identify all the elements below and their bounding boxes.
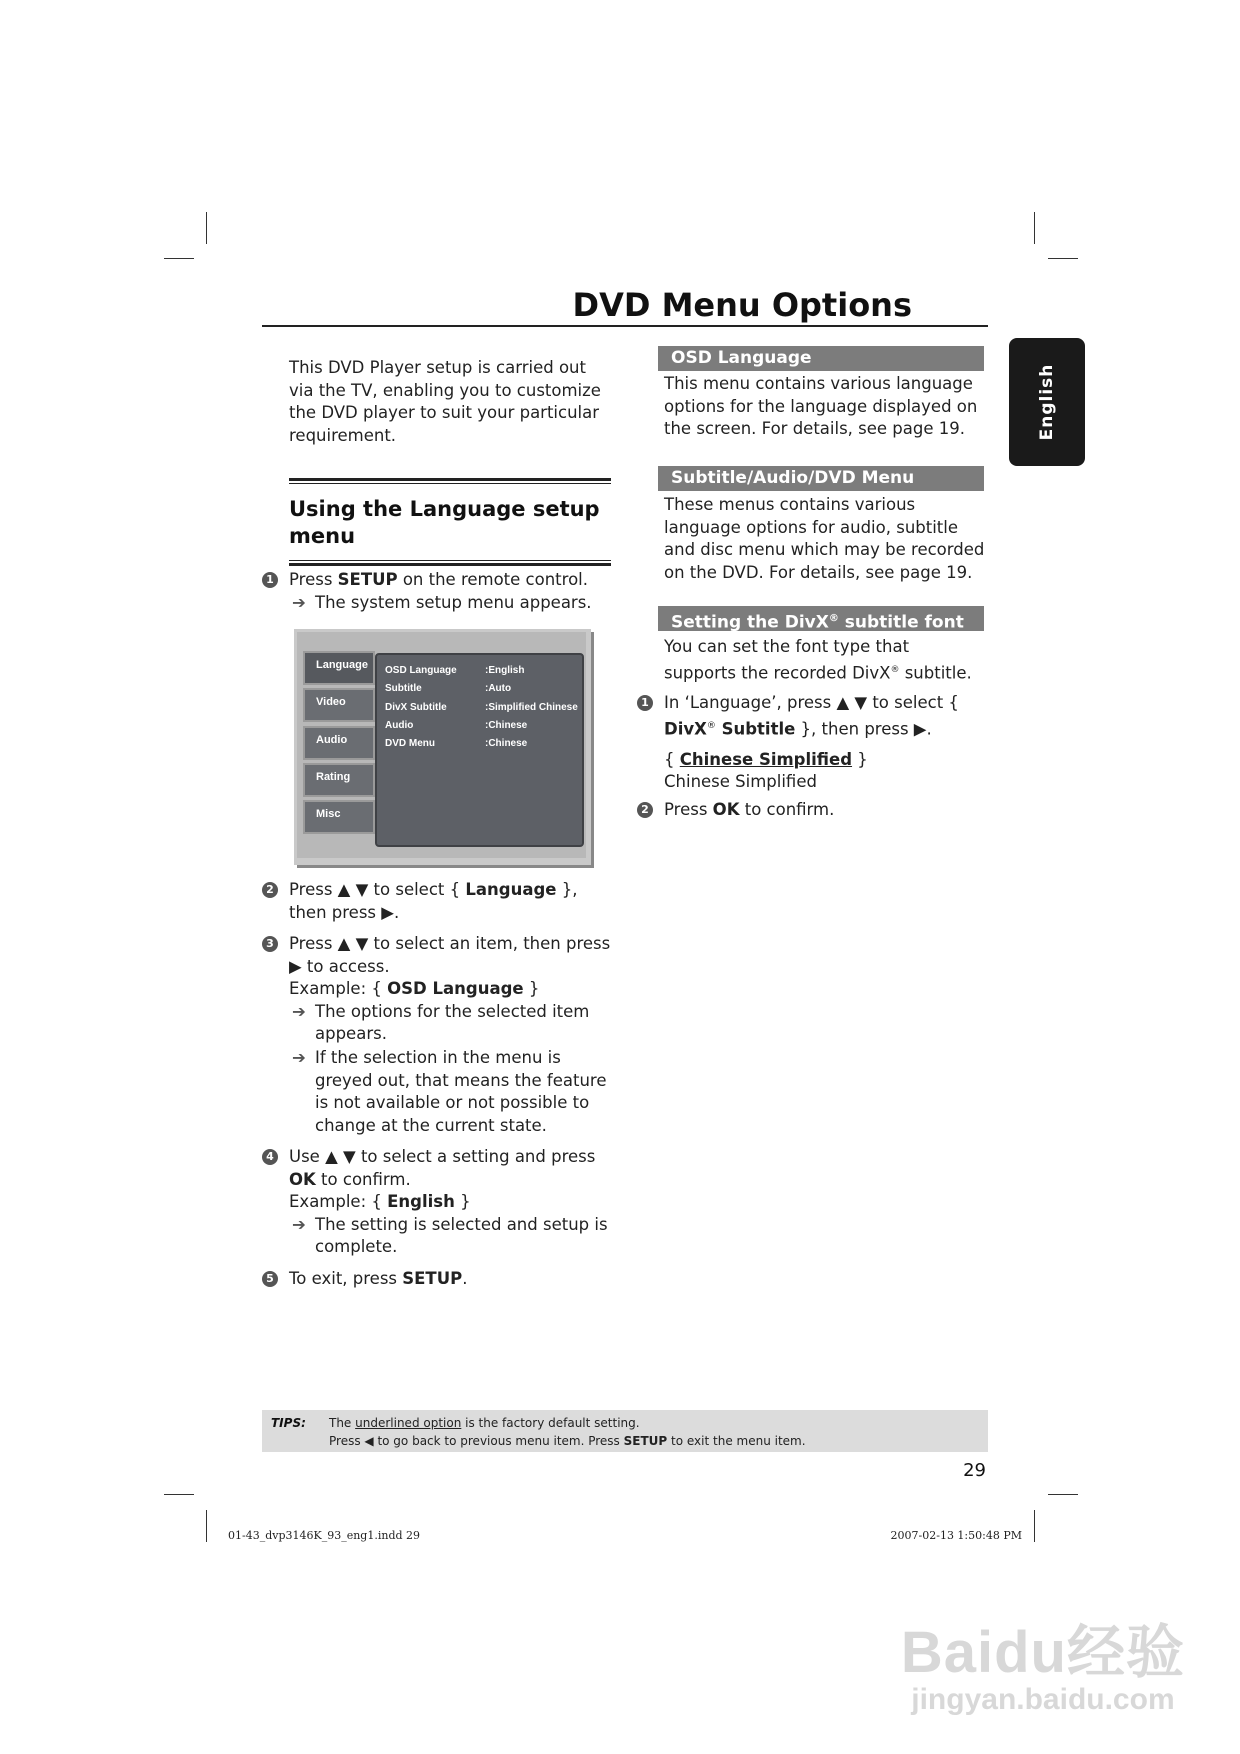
menu-tab-misc: Misc bbox=[303, 800, 375, 834]
footer-timestamp: 2007-02-13 1:50:48 PM bbox=[890, 1529, 1022, 1542]
language-tab-label: English bbox=[1037, 363, 1057, 441]
arrow-icon: ➔ bbox=[292, 592, 306, 612]
arrow-icon: ➔ bbox=[292, 1047, 306, 1067]
heading-rule-top bbox=[289, 478, 611, 481]
result-line: ➔ The options for the selected item appears. bbox=[292, 1001, 590, 1044]
step-text: Press ▲ ▼ to select an item, then press ▶ to access. bbox=[289, 934, 611, 976]
step-text: Press ▲ ▼ to select { Language }, then press ▶. bbox=[289, 880, 578, 922]
baidu-watermark bbox=[901, 1605, 1185, 1717]
divx-step-1 bbox=[637, 692, 992, 794]
language-side-tab bbox=[1009, 338, 1085, 466]
crop-mark bbox=[206, 212, 207, 244]
step-text: Press SETUP on the remote control. bbox=[289, 570, 588, 589]
crop-mark bbox=[1048, 1494, 1078, 1495]
divx-step-2 bbox=[637, 799, 992, 822]
footer-filename: 01-43_dvp3146K_93_eng1.indd 29 bbox=[228, 1529, 421, 1542]
crop-mark bbox=[1034, 1510, 1035, 1542]
menu-tab-rating: Rating bbox=[303, 763, 375, 797]
tips-box bbox=[262, 1410, 988, 1452]
step-number: 4 bbox=[262, 1149, 278, 1165]
step-1 bbox=[262, 569, 617, 614]
osd-language-text: This menu contains various language options for the language displayed on the screen. For details, see page 19. bbox=[664, 374, 978, 439]
menu-options-panel: OSD Language :English Subtitle :Auto DivX Subtitle :Simplified Chinese Audio :Chinese DVD Menu :Chinese bbox=[375, 653, 584, 847]
step-text: Use ▲ ▼ to select a setting and press OK to confirm. bbox=[289, 1147, 596, 1189]
crop-mark bbox=[164, 1494, 194, 1495]
page-number: 29 bbox=[963, 1460, 986, 1481]
title-rule bbox=[262, 325, 988, 327]
setup-menu-screenshot bbox=[294, 629, 591, 865]
step-3 bbox=[262, 933, 617, 1137]
menu-tab-language: Language bbox=[303, 651, 375, 685]
step-number: 2 bbox=[637, 802, 653, 818]
menu-tab-video: Video bbox=[303, 688, 375, 722]
result-line: ➔ The system setup menu appears. bbox=[289, 592, 617, 615]
heading-rule-bottom bbox=[289, 563, 611, 566]
section-heading: Using the Language setup menu bbox=[289, 497, 600, 548]
step-5 bbox=[262, 1268, 617, 1291]
step-number: 3 bbox=[262, 936, 278, 952]
divx-font-heading: Setting the DivX® subtitle font bbox=[658, 606, 984, 631]
crop-mark bbox=[164, 258, 194, 259]
arrow-icon: ➔ bbox=[292, 1214, 306, 1234]
step-number: 2 bbox=[262, 882, 278, 898]
subtitle-audio-heading: Subtitle/Audio/DVD Menu bbox=[658, 466, 984, 491]
option-description: Chinese Simplified bbox=[664, 772, 817, 792]
example-line: Example: { OSD Language } bbox=[289, 979, 540, 999]
tips-line-1: The underlined option is the factory default setting. bbox=[329, 1416, 640, 1430]
step-text: In ‘Language’, press ▲ ▼ to select { DivX® Subtitle }, then press ▶. bbox=[664, 693, 959, 739]
setup-menu-frame bbox=[297, 632, 586, 858]
step-text: To exit, press SETUP. bbox=[289, 1269, 468, 1288]
arrow-icon: ➔ bbox=[292, 1001, 306, 1021]
crop-mark bbox=[1048, 258, 1078, 259]
divx-font-text: You can set the font type that supports the recorded DivX® subtitle. bbox=[664, 637, 972, 683]
heading-rule-bottom-thin bbox=[289, 560, 611, 561]
watermark-line-1: Baidu经验 bbox=[900, 1620, 1185, 1685]
menu-tab-audio: Audio bbox=[303, 726, 375, 760]
step-4 bbox=[262, 1146, 617, 1259]
crop-mark bbox=[1034, 212, 1035, 244]
result-line: ➔ If the selection in the menu is greyed out, that means the feature is not available or not possible to change at the current state. bbox=[292, 1047, 607, 1135]
step-text: Press OK to confirm. bbox=[664, 800, 835, 819]
option-line: { Chinese Simplified } bbox=[664, 749, 868, 769]
step-number: 1 bbox=[637, 695, 653, 711]
watermark-line-2: jingyan.baidu.com bbox=[911, 1683, 1175, 1716]
result-line: ➔ The setting is selected and setup is complete. bbox=[292, 1214, 608, 1257]
tips-label: TIPS: bbox=[271, 1416, 306, 1430]
step-number: 1 bbox=[262, 572, 278, 588]
crop-mark bbox=[206, 1510, 207, 1542]
intro-text: This DVD Player setup is carried out via the TV, enabling you to customize the DVD player to suit your particular requirement. bbox=[289, 358, 601, 445]
page-title: DVD Menu Options bbox=[572, 286, 912, 324]
tips-line-2: Press ◀ to go back to previous menu item. Press SETUP to exit the menu item. bbox=[329, 1434, 806, 1448]
osd-language-heading: OSD Language bbox=[658, 346, 984, 371]
step-number: 5 bbox=[262, 1271, 278, 1287]
heading-rule-top-thin bbox=[289, 483, 611, 484]
step-2 bbox=[262, 879, 617, 924]
section-heading-block bbox=[289, 478, 611, 568]
example-line: Example: { English } bbox=[289, 1192, 471, 1212]
subtitle-audio-text: These menus contains various language options for audio, subtitle and disc menu which may be recorded on the DVD. For details, see page 19. bbox=[664, 495, 985, 582]
